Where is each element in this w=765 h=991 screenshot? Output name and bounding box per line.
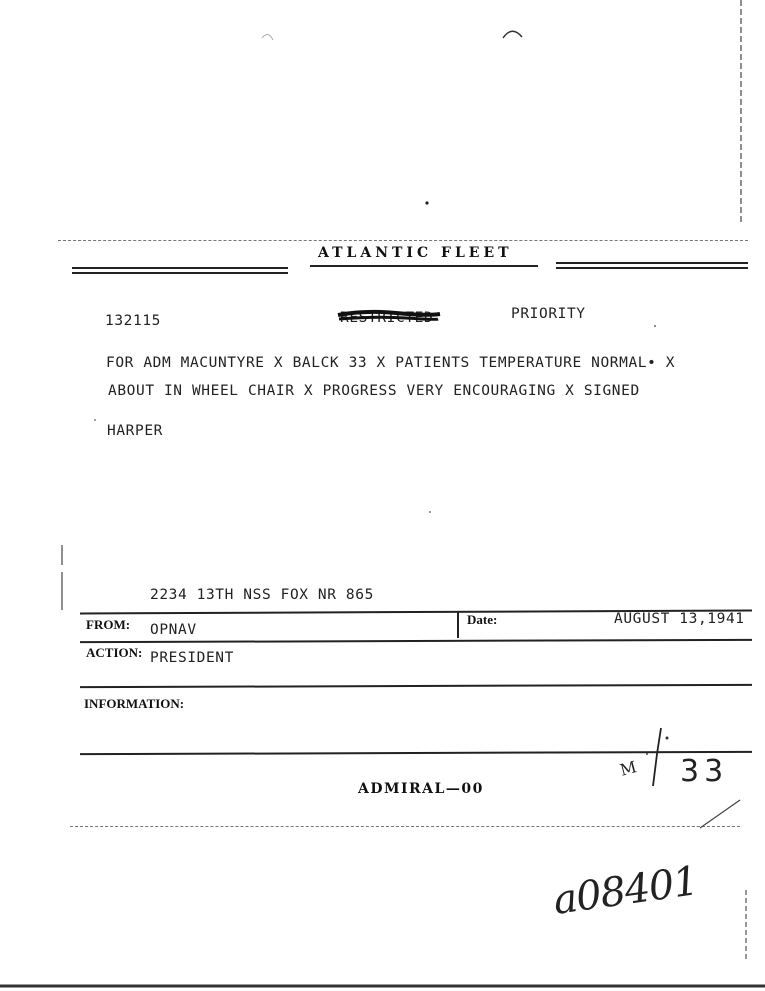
information-label: INFORMATION: — [84, 696, 185, 711]
action-label: ACTION: — [86, 645, 143, 660]
header-rule-left-2 — [72, 272, 288, 274]
routing-line: 2234 13TH NSS FOX NR 865 — [150, 587, 374, 603]
date-value: AUGUST 13,1941 — [614, 611, 745, 627]
classification-text: RESTRICTED — [340, 310, 434, 326]
from-label: FROM: — [86, 617, 131, 632]
message-body-line-3: HARPER — [107, 423, 163, 439]
admiral-signature: ADMIRAL—00 — [358, 781, 484, 797]
header-rule-right-2 — [556, 267, 748, 269]
classification-struck-out — [340, 310, 433, 326]
strikethrough-scribble — [336, 307, 446, 329]
archive-code-handwritten: a08401 — [550, 858, 701, 924]
header-rule-left-1 — [72, 267, 288, 269]
message-body-line-2: ABOUT IN WHEEL CHAIR X PROGRESS VERY ENCOURAGING X SIGNED — [108, 383, 640, 399]
page-title: ATLANTIC FLEET — [318, 245, 513, 261]
message-precedence: PRIORITY — [511, 306, 586, 322]
message-body-line-1: FOR ADM MACUNTYRE X BALCK 33 X PATIENTS TEMPERATURE NORMAL• X — [106, 355, 676, 371]
from-value: OPNAV — [150, 622, 197, 638]
date-divider — [457, 612, 459, 638]
message-dtg: 132115 — [105, 313, 161, 329]
date-label: Date: — [467, 612, 498, 627]
header-top-dotted-rule — [58, 240, 748, 241]
handwritten-slash-mark — [643, 724, 673, 794]
bottom-right-tick — [690, 795, 750, 835]
handwritten-initial: M — [617, 757, 639, 780]
header-rule-right-1 — [556, 262, 748, 264]
bottom-dotted-rule — [70, 826, 740, 827]
handwritten-number: 33 — [680, 754, 729, 789]
action-value: PRESIDENT — [150, 650, 234, 666]
header-rule-mid — [310, 265, 538, 267]
